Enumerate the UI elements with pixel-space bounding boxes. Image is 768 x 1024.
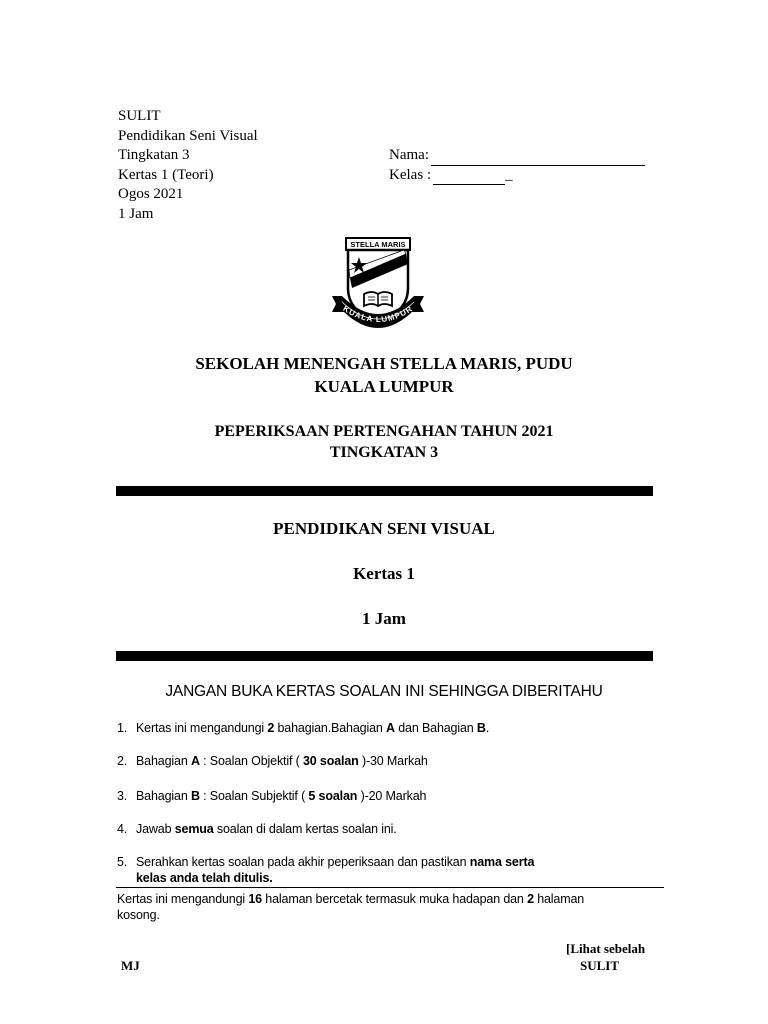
crest-top-text: STELLA MARIS	[350, 240, 406, 249]
kelas-trailing: _	[505, 166, 513, 183]
note-bold-count: 16	[248, 892, 262, 906]
instruction-bold-text: 2	[267, 721, 275, 735]
header-line: 1 Jam	[118, 205, 154, 222]
header-right-block	[389, 146, 645, 185]
instruction-bold-text: semua	[174, 822, 214, 836]
instruction-text: soalan di dalam kertas soalan ini.	[213, 822, 397, 836]
header-line: SULIT	[118, 108, 161, 124]
warning-text: JANGAN BUKA KERTAS SOALAN INI SEHINGGA DIBERITAHU	[165, 683, 603, 700]
divider-bar-bottom	[116, 651, 653, 661]
instruction-item	[117, 854, 534, 870]
instruction-item	[117, 753, 428, 769]
note-bold-count: 2	[527, 892, 534, 906]
subject-title: PENDIDIKAN SENI VISUAL	[273, 519, 495, 538]
instruction-text: )-20 Markah	[357, 789, 427, 803]
instruction-text: .	[485, 721, 490, 735]
nama-row	[389, 146, 645, 166]
exam-title-line2: TINGKATAN 3	[329, 444, 439, 461]
instruction-number: 2.	[117, 754, 128, 768]
header-line: Tingkatan 3	[118, 147, 190, 163]
instruction-bold-text: 30 soalan	[303, 754, 359, 768]
instruction-text: Jawab	[136, 822, 175, 836]
paper-duration: 1 Jam	[362, 609, 406, 628]
bottom-rule	[116, 887, 664, 888]
instruction-bold-text: A	[386, 721, 395, 735]
instruction-text: )-30 Markah	[358, 754, 428, 768]
header-line: Ogos 2021	[118, 186, 184, 202]
school-crest-logo	[328, 236, 428, 336]
footer-initials: MJ	[121, 958, 140, 973]
instruction-number: 3.	[117, 789, 128, 803]
note-text: halaman bercetak termasuk muka hadapan dan	[261, 892, 528, 906]
crest-icon	[328, 236, 428, 336]
page-count-note	[117, 891, 617, 923]
instruction-text: : Soalan Subjektif (	[199, 789, 309, 803]
kelas-row	[389, 166, 645, 186]
instruction-bold-text: 5 soalan	[308, 789, 358, 803]
exam-title-line1: PEPERIKSAAN PERTENGAHAN TAHUN 2021	[214, 423, 554, 440]
instruction-bold-text: B	[476, 721, 486, 735]
instruction-text: Bahagian	[136, 789, 191, 803]
instruction-text: : Soalan Objektif (	[199, 754, 303, 768]
divider-bar-top	[116, 486, 653, 496]
school-name-line2: KUALA LUMPUR	[314, 377, 454, 396]
header-line: Kertas 1 (Teori)	[118, 166, 214, 183]
nama-label: Nama:	[389, 147, 429, 163]
instruction-item	[117, 821, 397, 837]
instruction-item	[117, 788, 426, 804]
instruction-bold-text: nama serta	[469, 855, 535, 869]
instruction-text: Kertas ini mengandungi	[136, 721, 268, 735]
instruction-number: 5.	[117, 855, 128, 869]
instruction-5-continuation: kelas anda telah ditulis.	[136, 871, 273, 885]
instruction-number: 4.	[117, 822, 128, 836]
school-name-line1: SEKOLAH MENENGAH STELLA MARIS, PUDU	[195, 354, 573, 373]
instruction-bold-text: B	[190, 789, 200, 803]
header-line: Pendidikan Seni Visual	[118, 127, 258, 144]
nama-fill-line	[431, 151, 645, 166]
instruction-text: Bahagian	[136, 754, 191, 768]
header-left-block	[118, 107, 258, 224]
instruction-item	[117, 720, 489, 736]
kelas-label: Kelas :	[389, 166, 432, 183]
note-text: Kertas ini mengandungi	[117, 892, 249, 906]
crest-bottom-text: KUALA LUMPUR	[341, 303, 415, 325]
kelas-fill-line	[433, 170, 505, 185]
footer-sulit: SULIT	[580, 958, 620, 973]
paper-number: Kertas 1	[353, 564, 415, 583]
note-text: halaman kosong.	[117, 892, 585, 922]
instruction-text: Serahkan kertas soalan pada akhir peperiksaan dan pastikan	[136, 855, 470, 869]
instruction-text: bahagian.Bahagian	[274, 721, 387, 735]
instruction-text: dan Bahagian	[394, 721, 477, 735]
footer-turn-over: [Lihat sebelah	[566, 941, 646, 956]
instruction-number: 1.	[117, 721, 128, 735]
instruction-bold-text: A	[190, 754, 200, 768]
